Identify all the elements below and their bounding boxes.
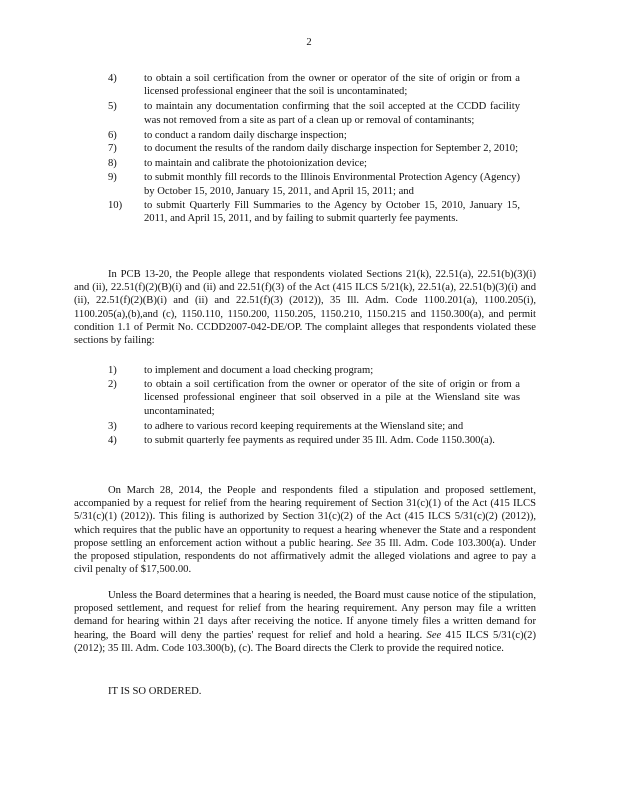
list-item-text: to obtain a soil certification from the owner or operator of the site of origin or from a licensed professional engineer that the soil is uncontaminated; (144, 73, 520, 98)
paragraph-hearing-notice (74, 589, 536, 655)
list-item-number: 4) (108, 435, 117, 447)
list-item-text: to implement and document a load checking program; (144, 365, 374, 376)
list-item (108, 199, 520, 225)
list-item-number: 2) (108, 379, 117, 391)
list-item (108, 129, 520, 142)
stipulation-text-b: 35 Ill. Adm. Code 103.300(a). Under the proposed stipulation, respondents do not affirmatively admit the alleged violations and agree to pay a civil penalty of $17,500.00. (74, 537, 536, 576)
list-item-text: to conduct a random daily discharge inspection; (144, 129, 347, 141)
list-item (108, 157, 520, 170)
list-item (108, 72, 520, 98)
list-item-text: to submit quarterly fee payments as required under 35 Ill. Adm. Code 1150.300(a). (144, 435, 495, 447)
list-item-text: to document the results of the random daily discharge inspection for September 2, 2010; (144, 143, 519, 155)
hearing-text-a: Unless the Board determines that a hearing is needed, the Board must cause notice of the stipulation, proposed settlement, and request for relief from the hearing requirement. Any person may file a written demand for hearing within 21 days after receiving the notice. If anyone timely files a written demand for hearing, the Board will deny the parties' request for relief and hold a hearing. (74, 590, 536, 641)
page-number: 2 (306, 37, 312, 48)
list-item-number: 10) (108, 199, 123, 211)
list-item-number: 8) (108, 158, 117, 170)
list-item-text: to obtain a soil certification from the owner or operator of the site of origin or from a licensed professional engineer that soil observed in a pile at the Wiensland site was uncontaminated; (144, 379, 520, 417)
list-item-text: to maintain any documentation confirming that the soil accepted at the CCDD facility was not removed from a site as part of a clean up or removal of contaminants; (144, 101, 520, 126)
violation-list-two (108, 364, 520, 447)
list-item-number: 4) (108, 73, 117, 84)
see-signal: See (426, 629, 442, 641)
list-item-text: to submit monthly fill records to the Illinois Environmental Protection Agency (Agency) by October 15, 2010, January 15, 2011, and April 15, 2011; and (144, 172, 520, 197)
list-item-number: 9) (108, 172, 117, 184)
list-item (108, 364, 520, 377)
list-item (108, 420, 520, 433)
list-item-number: 5) (108, 101, 117, 113)
list-item-number: 1) (108, 365, 117, 376)
list-item-number: 3) (108, 420, 117, 432)
list-item (108, 142, 520, 155)
list-item (108, 171, 520, 197)
list-item-number: 6) (108, 129, 117, 141)
hearing-text-b: 415 ILCS 5/31(c)(2) (2012); 35 Ill. Adm. Code 103.300(b), (c). The Board directs the Clerk to provide the required notice. (74, 629, 536, 654)
list-item (108, 378, 520, 418)
see-signal: See (356, 537, 372, 549)
closing-order: IT IS SO ORDERED. (108, 686, 202, 697)
list-item-text: to adhere to various record keeping requirements at the Wiensland site; and (144, 420, 464, 432)
list-item-text: to maintain and calibrate the photoionization device; (144, 158, 367, 170)
paragraph-pcb-allegations: In PCB 13-20, the People allege that respondents violated Sections 21(k), 22.51(a), 22.51(b)(3)(i) and (ii), 22.51(f)(2)(B)(i) and (ii) and 22.51(f)(3) of the Act (415 ILCS 5/21(k), 22.51(a), 22.51(b)(3)(i) and (ii), 22.51(f)(2)(B)(i) and (ii) and 22.51(f)(3) (2012)), 35 Ill. Adm. Code 1100.201(a), 1100.205(i), 1100.205(a),(b),and (c), 1150.110, 1150.200, 1150.205, 1150.210, 1150.215 and 1150.300(a), and permit condition 1.1 of Permit No. CCDD2007-042-DE/OP. The complaint alleges that respondents violated these sections by failing: (74, 269, 536, 347)
list-item-number: 7) (108, 143, 117, 155)
paragraph-stipulation-filing (74, 484, 536, 576)
list-item-text: to submit Quarterly Fill Summaries to the Agency by October 15, 2010, January 15, 2011, and April 15, 2011, and by failing to submit quarterly fee payments. (144, 199, 520, 225)
list-item (108, 434, 520, 447)
stipulation-text-a: On March 28, 2014, the People and respondents filed a stipulation and proposed settlement, accompanied by a request for relief from the hearing requirement of Section 31(c)(1) of the Act (415 ILCS 5/31(c)(1) (2012)). This filing is authorized by Section 31(c)(2) of the Act (415 ILCS 5/31(c)(2) (2012)), which requires that the public have an opportunity to request a hearing whenever the State and a respondent propose settling an enforcement action without a public hearing. (74, 485, 536, 549)
violation-list-one (108, 72, 520, 225)
list-item (108, 100, 520, 126)
